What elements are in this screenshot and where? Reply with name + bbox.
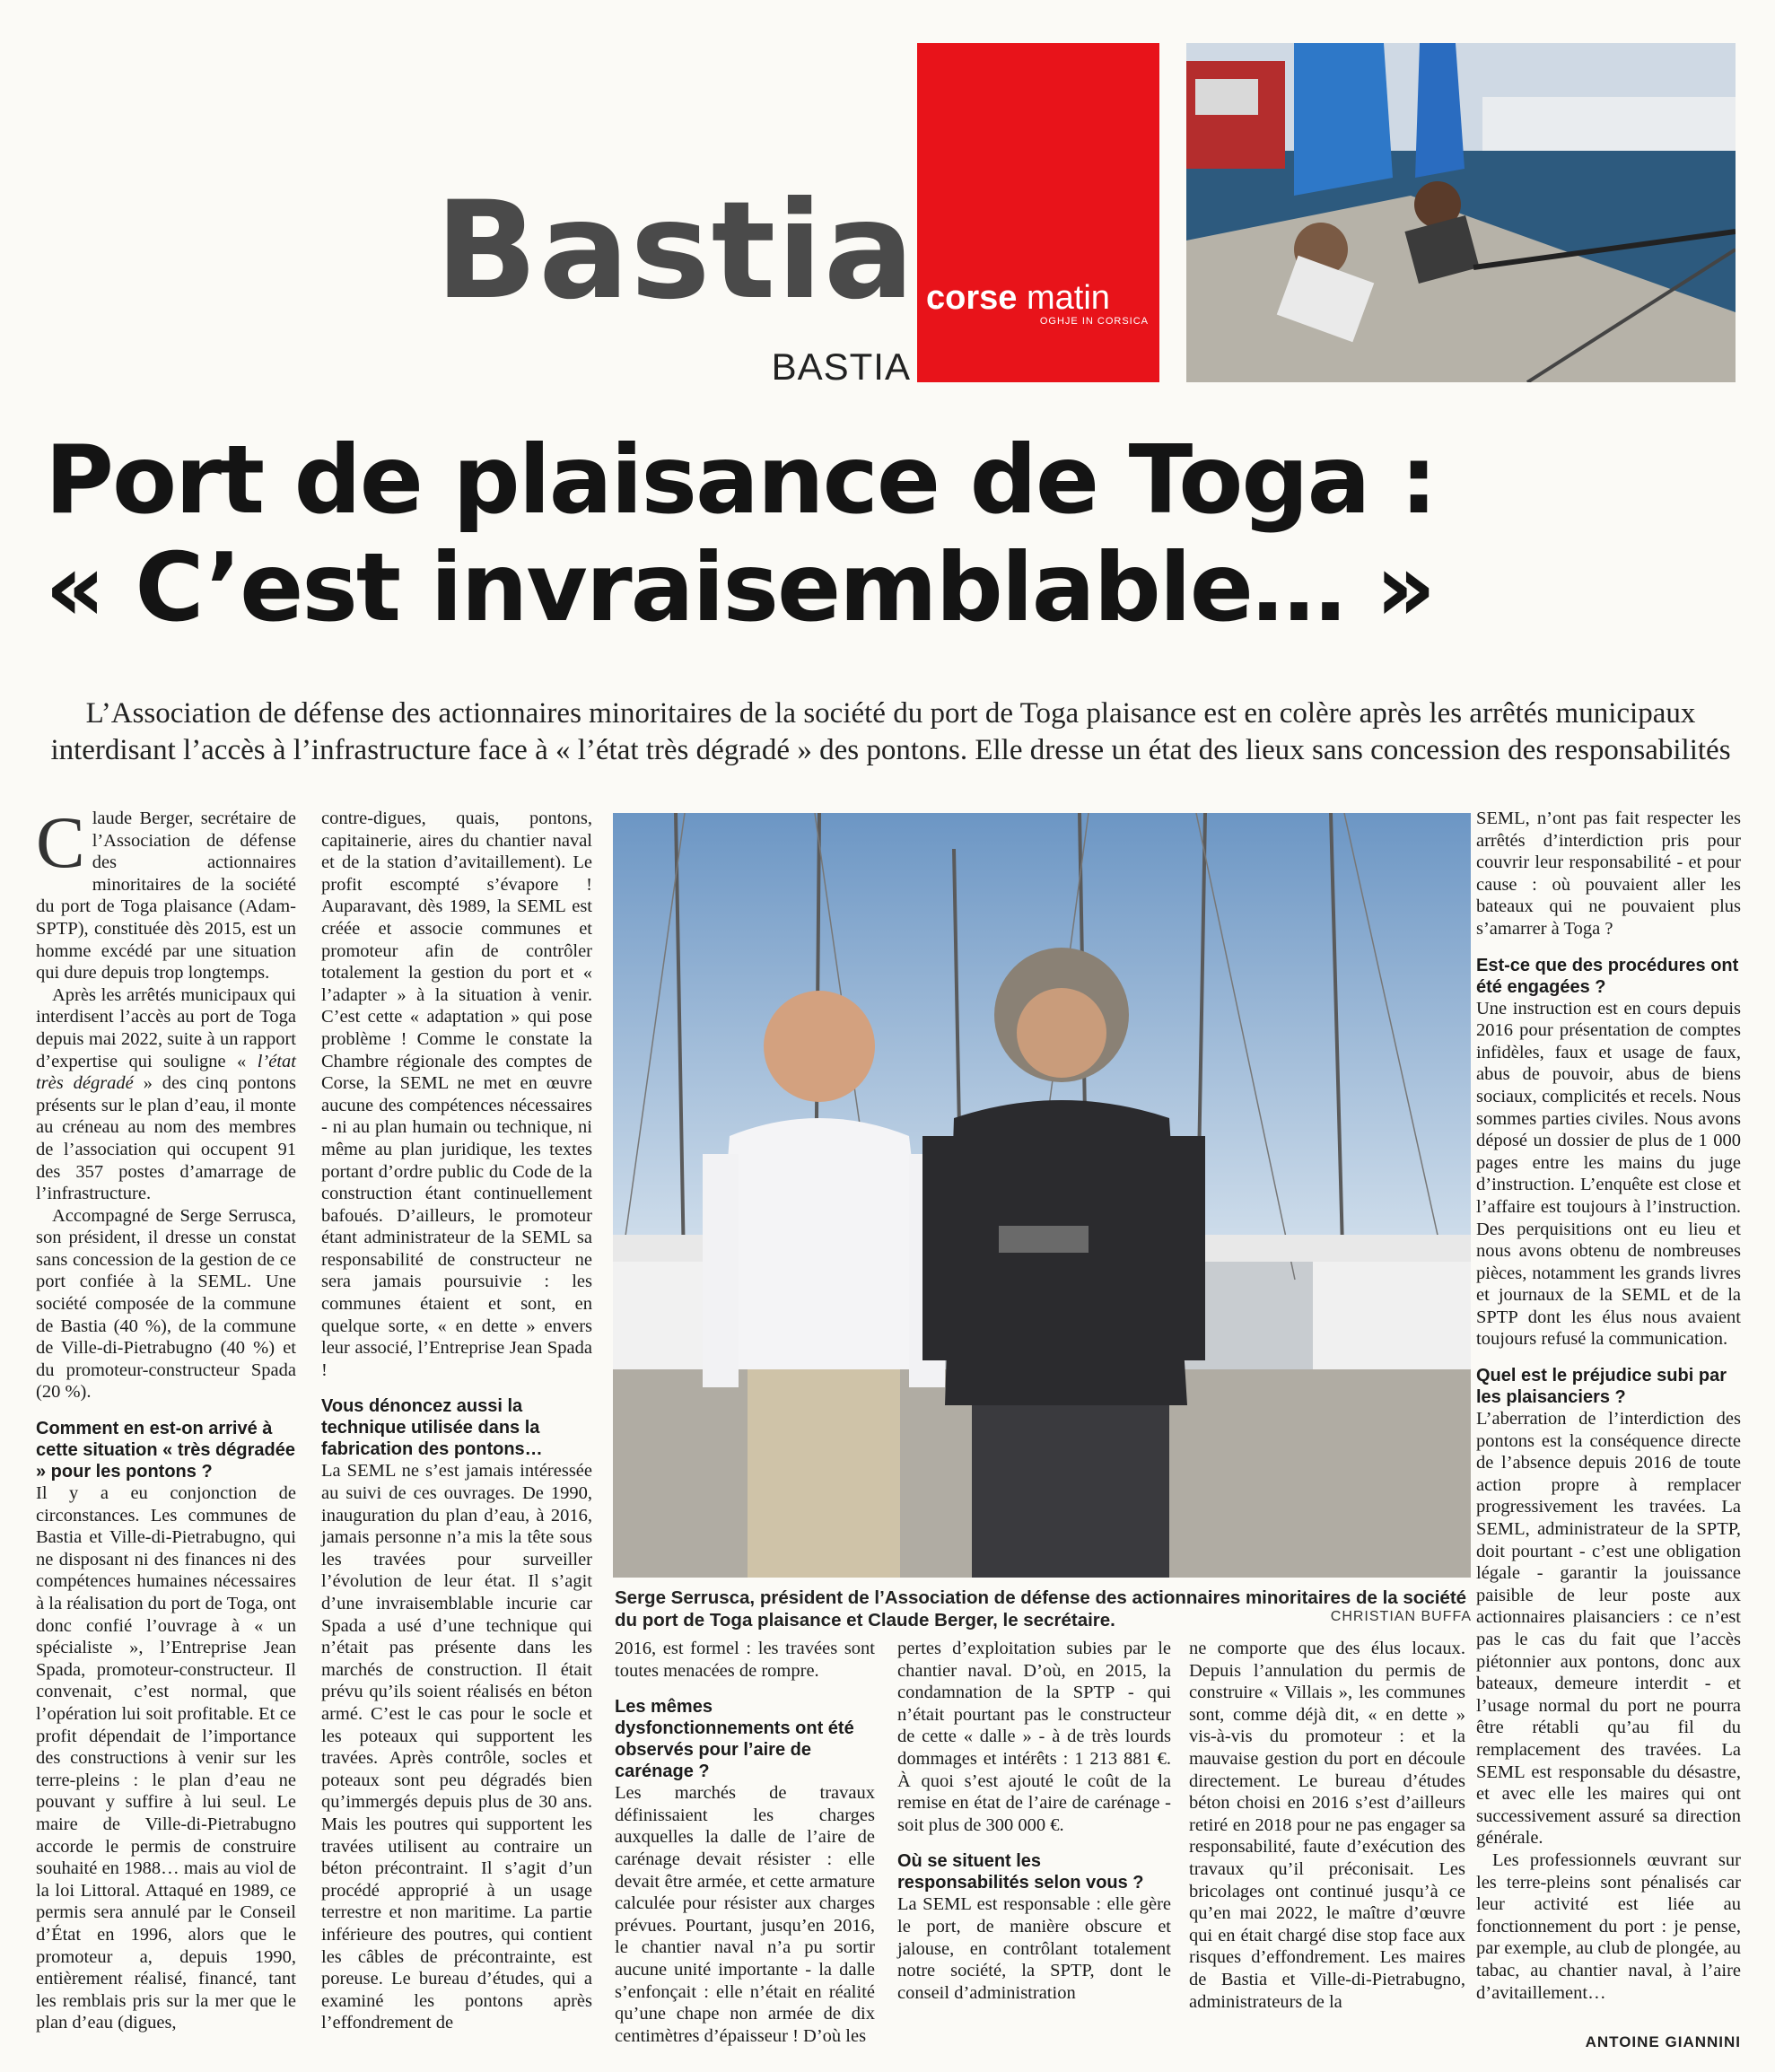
top-photo-illustration: [1186, 43, 1736, 382]
answer-paragraph: La SEML ne s’est jamais intéressée au suivi de ces ouvrages. De 1990, inauguration du plan d’eau, à 2016, jamais personne n’a mis la tête sous les travées pour surveiller l’évolution de leur état. Il s’agit d’une invraisemblable incurie car Spada a usé d’une technique qui n’était pas présente dans les marchés de construction. Il était prévu qu’ils soient réalisés en béton armé. C’est le cas pour le socle et les poteaux qui supportent les travées. Après contrôle, socles et poteaux sont peu dégradés bien qu’immergés depuis plus de 30 ans. Mais les poutres qui supportent les travées utilisent au contraire un béton précontraint. Il s’agit d’un procédé approprié à un usage terrestre et non maritime. La partie inférieure des poutres, qui contient les câbles de précontrainte, est poreuse. Le bureau d’études, qui a examiné les pontons après l’effondrement de: [321, 1461, 592, 2033]
emphasis-quote: l’état très dégradé: [36, 1051, 296, 1094]
question-heading: Quel est le préjudice subi par les plaisanciers ?: [1476, 1366, 1727, 1408]
corse-matin-logo-block: [917, 43, 1159, 382]
paragraph: 2016, est formel : les travées sont toutes menacées de rompre.: [615, 1639, 875, 1681]
answer-paragraph: La SEML est responsable : elle gère le port, de manière obscure et jalouse, en contrôlant totalement notre société, la SPTP, dont le conseil d’administration: [897, 1894, 1171, 2003]
paragraph: Accompagné de Serge Serrusca, son président, il dresse un constat sans concession de la gestion de ce port confiée à la SEML. Une société composée de la commune de Bastia (40 %), de la commune de Ville-di-Pietrabugno (40 %) et du promoteur-constructeur Spada (20 %).: [36, 1205, 296, 1403]
answer-paragraph: Une instruction est en cours depuis 2016 pour présentation de comptes infidèles, faux et usage de faux, abus de pouvoir, abus de biens sociaux, complicités et recels. Nous sommes parties civiles. Nous avons déposé un dossier de plus de 1 000 pages entre les mains du juge d’instruction. L’enquête est close et l’affaire est toujours à l’instruction. Des perquisitions ont eu lieu et nous avons obtenu de nombreuses pièces, notamment les grands livres et journaux de la SEML et de la SPTP dont les élus nous avaient toujours refusé la communication.: [1476, 998, 1741, 1350]
paragraph-text: » des cinq pontons présents sur le plan d’eau, il monte au créneau au nom des membres de l’association qui occupent 91 des 357 postes d’amarrage de l’infrastructure.: [36, 1073, 296, 1204]
paragraph-text: Après les arrêtés municipaux qui interdisent l’accès au port de Toga depuis mai 2022, suite à un rapport d’expertise qui souligne «: [36, 984, 296, 1071]
paragraph: [36, 984, 296, 1205]
photo-credit: CHRISTIAN BUFFA: [1330, 1609, 1472, 1624]
paragraph: [36, 801, 296, 984]
logo-word-corse: corse: [926, 279, 1018, 317]
article-column-2: [321, 808, 592, 2055]
author-signature: ANTOINE GIANNINI: [1585, 2033, 1741, 2050]
drop-cap: C: [36, 801, 85, 883]
question-heading: Les mêmes dysfonctionnements ont été observés pour l’aire de carénage ?: [615, 1697, 854, 1782]
paragraph: SEML, n’ont pas fait respecter les arrêtés d’interdiction pris pour couvrir leur responsabilité - et pour cause : où pouvaient aller les bateaux qui ne pouvaient plus s’amarrer à Toga ?: [1476, 809, 1741, 939]
answer-paragraph: Les professionnels œuvrant sur les terre-pleins sont pénalisés car leur activité est liée au fonctionnement du port : je pense, par exemple, au club de plongée, au tabac, au chantier naval, à l’aire d’avitaillement…: [1476, 1849, 1741, 2003]
paragraph-text: laude Berger, secrétaire de l’Association de défense des actionnaires minoritaires de la société du port de Toga plaisance (Adam-SPTP), constituée dès 2015, est un homme excédé par une situation qui dure depuis trop longtemps.: [36, 809, 296, 984]
section-title: Bastia: [434, 173, 915, 329]
logo-word-matin: matin: [1026, 279, 1110, 317]
article-column-4: [897, 1638, 1171, 2050]
corse-matin-logo: [926, 280, 1155, 316]
article-column-1: [36, 801, 296, 2055]
logo-tagline: OGHJE IN CORSICA: [1039, 316, 1149, 327]
article-column-3: [615, 1638, 875, 2050]
question-heading: Est-ce que des procédures ont été engagées ?: [1476, 955, 1739, 997]
section-subtitle: BASTIA: [771, 345, 911, 388]
paragraph: pertes d’exploitation subies par le chantier naval. D’où, en 2015, la condamnation de la SPTP - qui n’était pourtant pas le constructeur de cette « dalle » - à de très lourds dommages et intérêts : 1 213 881 €. À quoi s’est ajouté le coût de la remise en état de l’aire de carénage - soit plus de 300 000 €.: [897, 1639, 1171, 1835]
main-photo-two-men-marina: [613, 813, 1471, 1578]
answer-paragraph: Les marchés de travaux définissaient les charges auxquelles la dalle de l’aire de carénage devait résister : elle devait être armée, et cette armature calculée pour résister aux charges prévues. Pourtant, jusqu’en 2016, le chantier naval n’a pu sortir aucune unité importante - la dalle s’enfonçait : elle n’était en réalité qu’une chape non armée de dix centimètres d’épaisseur ! D’où les: [615, 1783, 875, 2046]
headline: [45, 426, 1741, 642]
question-heading: Vous dénoncez aussi la technique utilisée dans la fabrication des pontons…: [321, 1396, 543, 1460]
main-photo-illustration: [613, 813, 1471, 1578]
question-heading: Comment en est-on arrivé à cette situation « très dégradée » pour les pontons ?: [36, 1419, 295, 1482]
article-column-6: [1476, 808, 1741, 2033]
question-heading: Où se situent les responsabilités selon vous ?: [897, 1851, 1144, 1893]
article-lead: L’Association de défense des actionnaires minoritaires de la société du port de Toga plaisance est en colère après les arrêtés municipaux interdisant l’accès à l’infrastructure face à « l’état très dégradé » des pontons. Elle dresse un état des lieux sans concession des responsabilités: [50, 697, 1731, 766]
headline-line-2: « C’est invraisemblable… »: [45, 533, 1435, 643]
answer-paragraph: L’aberration de l’interdiction des pontons est la conséquence directe de l’absence depuis 2016 de toute action propre à remplacer progressivement les travées. La SEML, administrateur de la SPTP, doit pourtant - c’est une obligation légale - garantir la jouissance paisible de leur poste aux actionnaires plaisanciers : ce n’est pas le cas du fait que l’accès piétonnier aux pontons, donc aux bateaux, demeure interdit - et l’usage normal du port ne pourra être rétabli qu’au fil du remplacement des travées. La SEML est responsable du désastre, et avec elle les maires qui ont successivement assuré sa direction générale.: [1476, 1409, 1741, 1849]
paragraph: ne comporte que des élus locaux. Depuis l’annulation du permis de construire « Villais », les communes sont, comme déjà dit, « en dette » vis-à-vis du promoteur : et la mauvaise gestion du port en découle directement. Le bureau d’études béton choisi en 2016 s’est d’ailleurs retiré en 2018 pour ne pas engager sa responsabilité, faute d’exécution des travaux qu’il préconisait. Les bricolages ont continué jusqu’à ce qu’en mai 2022, le maître d’œuvre qui en était chargé dise stop face aux risques d’effondrement. Les maires de Bastia et Ville-di-Pietrabugno, administrateurs de la: [1189, 1639, 1465, 2012]
top-photo-workers-pontoon: [1186, 43, 1736, 382]
headline-line-1: Port de plaisance de Toga :: [45, 425, 1436, 535]
photo-caption: Serge Serrusca, président de l’Association de défense des actionnaires minoritaires de la société du port de Toga plaisance et Claude Berger, le secrétaire.: [615, 1587, 1467, 1630]
article-column-5: [1189, 1638, 1465, 2050]
answer-paragraph: Il y a eu conjonction de circonstances. Les communes de Bastia et Ville-di-Pietrabugno, qui ne disposant ni des finances ni des compétences humaines nécessaires à la réalisation du port de Toga, ont donc confié l’ouvrage à « un spécialiste », l’Entreprise Jean Spada, promoteur-constructeur. Il convenait, c’est normal, que l’opération lui soit profitable. Et ce profit dépendait de l’importance des constructions à venir sur les terre-pleins : le plan d’eau ne pouvant y suffire à lui seul. Le maire de Ville-di-Pietrabugno accorde le permis de construire souhaité en 1988… mais au viol de la loi Littoral. Attaqué en 1989, ce permis sera annulé par le Conseil d’État en 1996, alors que le promoteur a, depuis 1990, entièrement réalisé, financé, tant les remblais pris sur la mer que le plan d’eau (digues,: [36, 1483, 296, 2033]
paragraph: contre-digues, quais, pontons, capitainerie, aires du chantier naval et de la station d’avitaillement). Le profit escompté s’évapore ! Auparavant, dès 1989, la SEML est créée et associe communes et promoteur afin de contrôler totalement la gestion du port et « l’adapter » à la situation à venir. C’est cette « adaptation » qui pose problème ! Comme le constate la Chambre régionale des comptes de Corse, la SEML ne met en œuvre aucune des compétences nécessaires - ni au plan humain ou technique, ni même au plan juridique, les textes portant d’ordre public du Code de la construction étant continuellement bafoués. D’ailleurs, le promoteur étant administrateur de la SEML sa responsabilité de constructeur ne sera jamais poursuivie : les communes étaient et sont, en quelque sorte, « en dette » envers leur associé, l’Entreprise Jean Spada !: [321, 809, 592, 1380]
